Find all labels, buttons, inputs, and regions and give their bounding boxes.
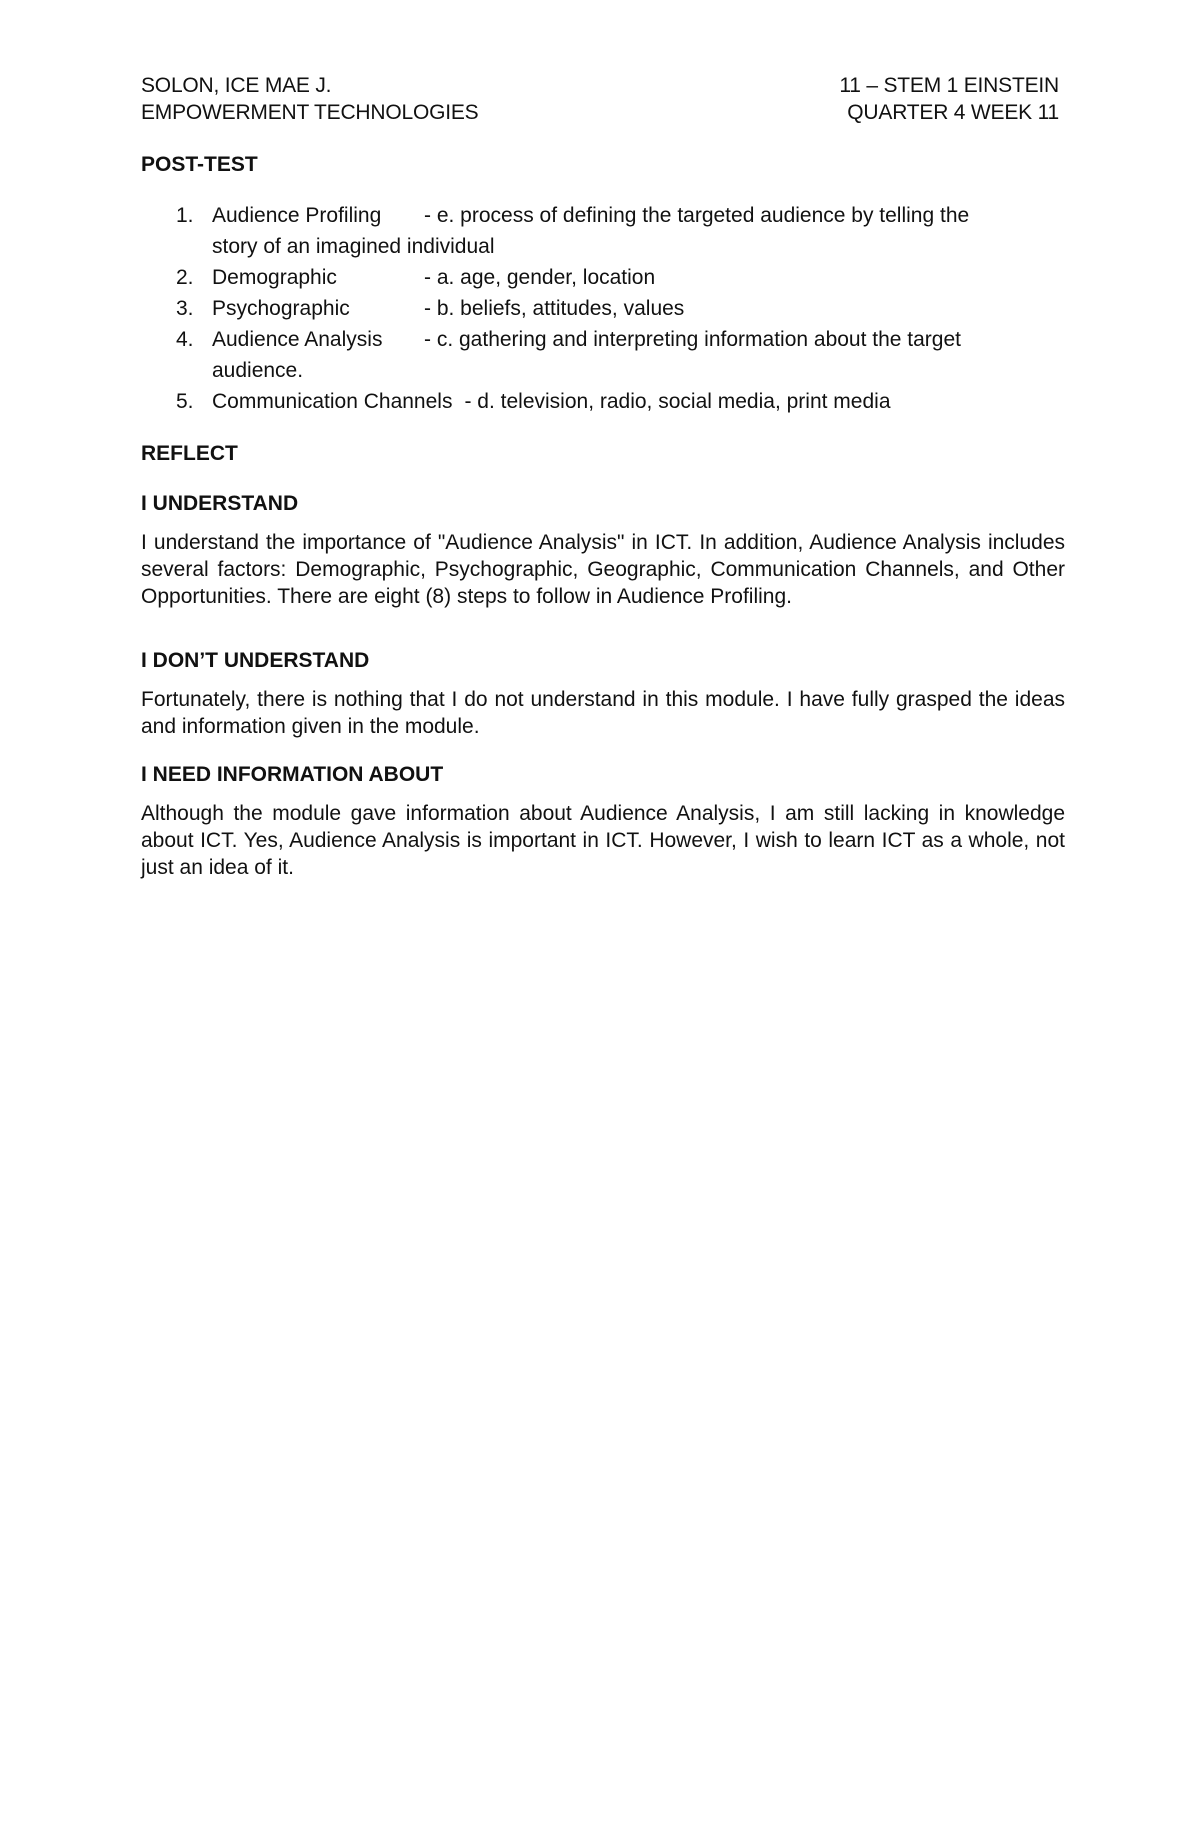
item-number: 3. (176, 297, 194, 320)
item-term: Audience Analysis (212, 328, 383, 351)
item-answer: - c. gathering and interpreting information about the target (424, 328, 961, 351)
understand-heading: I UNDERSTAND (141, 492, 299, 515)
list-item (141, 386, 1065, 417)
item-number: 4. (176, 328, 194, 351)
dont-understand-paragraph: Fortunately, there is nothing that I do not understand in this module. I have fully grasped the ideas and information given in the module. (141, 688, 1065, 738)
understand-paragraph: I understand the importance of "Audience Analysis" in ICT. In addition, Audience Analysis includes several factors: Demographic, Psychographic, Geographic, Communication Channels, and Other Opportunities. There are eight (8) steps to follow in Audience Profiling. (141, 531, 1065, 608)
need-info-heading: I NEED INFORMATION ABOUT (141, 763, 444, 786)
document-page (141, 72, 1065, 881)
list-item (141, 293, 1065, 324)
post-test-title: POST-TEST (141, 153, 258, 176)
subject-name: EMPOWERMENT TECHNOLOGIES (141, 101, 479, 124)
grade-section: 11 – STEM 1 EINSTEIN (839, 74, 1059, 97)
item-answer-continuation: audience. (212, 359, 304, 382)
item-answer: - b. beliefs, attitudes, values (424, 297, 685, 320)
student-name: SOLON, ICE MAE J. (141, 74, 332, 97)
reflect-title: REFLECT (141, 442, 238, 465)
list-item (141, 324, 1065, 386)
list-item (141, 200, 1065, 262)
dont-understand-heading: I DON’T UNDERSTAND (141, 649, 370, 672)
item-answer-continuation: story of an imagined individual (212, 235, 495, 258)
need-info-paragraph: Although the module gave information about Audience Analysis, I am still lacking in knowledge about ICT. Yes, Audience Analysis is important in ICT. However, I wish to learn ICT as a whole, not just an idea of it. (141, 802, 1065, 879)
quarter-week: QUARTER 4 WEEK 11 (847, 101, 1059, 124)
item-answer: - a. age, gender, location (424, 266, 656, 289)
post-test-list (141, 200, 1065, 417)
item-term: Audience Profiling (212, 204, 382, 227)
document-header (141, 72, 1065, 126)
item-answer: - e. process of defining the targeted audience by telling the (424, 204, 970, 227)
item-number: 5. (176, 390, 194, 413)
item-term: Psychographic (212, 297, 350, 320)
item-term: Demographic (212, 266, 337, 289)
list-item (141, 262, 1065, 293)
item-term: Communication Channels (212, 390, 453, 413)
item-number: 2. (176, 266, 194, 289)
header-left (141, 72, 478, 126)
item-number: 1. (176, 204, 194, 227)
item-answer: - d. television, radio, social media, print media (464, 390, 891, 413)
header-right (839, 72, 1065, 126)
